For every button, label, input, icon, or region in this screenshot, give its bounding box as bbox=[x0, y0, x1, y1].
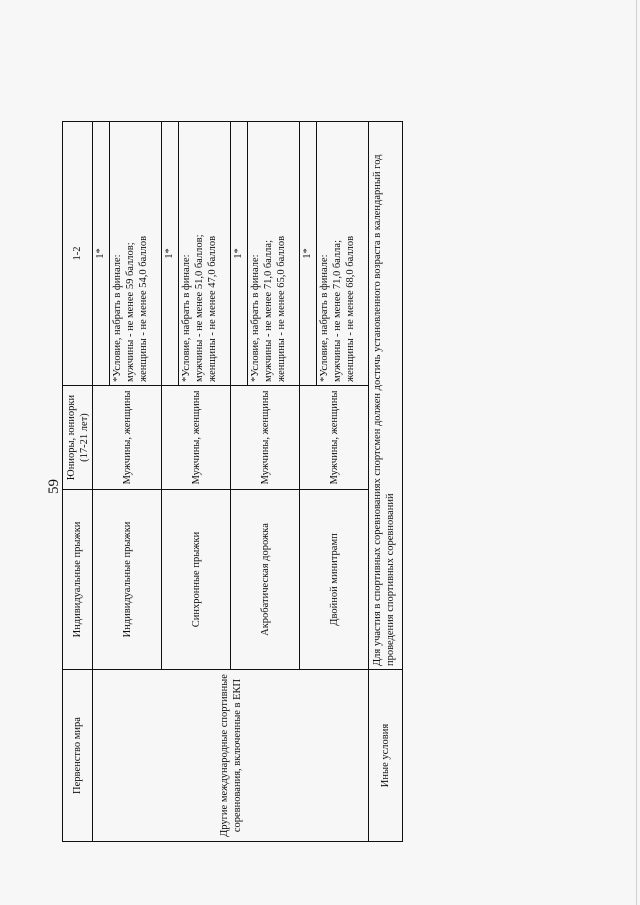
row-discipline: Индивидуальные прыжки bbox=[93, 490, 162, 670]
row-discipline: Двойной минитрамп bbox=[300, 490, 369, 670]
page-number: 59 bbox=[46, 479, 62, 494]
condition-line: женщины - не менее 47,0 баллов bbox=[207, 235, 218, 382]
row-group: Мужчины, женщины bbox=[231, 386, 300, 490]
condition-line: *Условие, набрать в финале: bbox=[319, 254, 330, 382]
row-group: Мужчины, женщины bbox=[300, 386, 369, 490]
header-age-group: Юниоры, юниорки (17-21 лет) bbox=[63, 386, 93, 490]
condition-line: женщины - не менее 65,0 баллов bbox=[276, 235, 287, 382]
table-row bbox=[93, 122, 110, 842]
other-conditions-label: Иные условия bbox=[369, 670, 403, 842]
row-group: Мужчины, женщины bbox=[162, 386, 231, 490]
table-row bbox=[369, 122, 403, 842]
header-places: 1-2 bbox=[63, 122, 93, 386]
condition-line: женщины - не менее 54,0 баллов bbox=[138, 235, 149, 382]
row-group: Мужчины, женщины bbox=[93, 386, 162, 490]
condition-line: *Условие, набрать в финале: bbox=[181, 254, 192, 382]
rotated-document bbox=[46, 122, 396, 842]
row-discipline: Синхронные прыжки bbox=[162, 490, 231, 670]
row-place: 1* bbox=[300, 122, 317, 386]
condition-line: мужчины - не менее 71,0 балла; bbox=[263, 240, 274, 382]
condition-line: *Условие, набрать в финале: bbox=[250, 254, 261, 382]
condition-line: мужчины - не менее 59 баллов; bbox=[125, 242, 136, 382]
row-place: 1* bbox=[231, 122, 248, 386]
condition-line: *Условие, набрать в финале: bbox=[112, 254, 123, 382]
row-condition bbox=[317, 122, 369, 386]
header-discipline: Индивидуальные прыжки bbox=[63, 490, 93, 670]
scan-edge-line bbox=[636, 0, 637, 905]
row-place: 1* bbox=[93, 122, 110, 386]
row-condition bbox=[179, 122, 231, 386]
row-discipline: Акробатическая дорожка bbox=[231, 490, 300, 670]
header-row bbox=[63, 122, 93, 842]
row-condition bbox=[248, 122, 300, 386]
condition-line: мужчины - не менее 71,0 балла; bbox=[332, 240, 343, 382]
row-condition bbox=[110, 122, 162, 386]
other-competitions-cell: Другие международные спортивные соревнования, включенные в ЕКП bbox=[93, 670, 369, 842]
row-place: 1* bbox=[162, 122, 179, 386]
condition-line: мужчины - не менее 51,0 баллов; bbox=[194, 234, 205, 382]
header-competition: Первенство мира bbox=[63, 670, 93, 842]
other-conditions-text: Для участия в спортивных соревнованиях спортсмен должен достичь установленного возраста в календарный год проведения спортивных соревнований bbox=[369, 122, 403, 670]
requirements-table bbox=[62, 121, 403, 842]
condition-line: женщины - не менее 68,0 баллов bbox=[345, 235, 356, 382]
